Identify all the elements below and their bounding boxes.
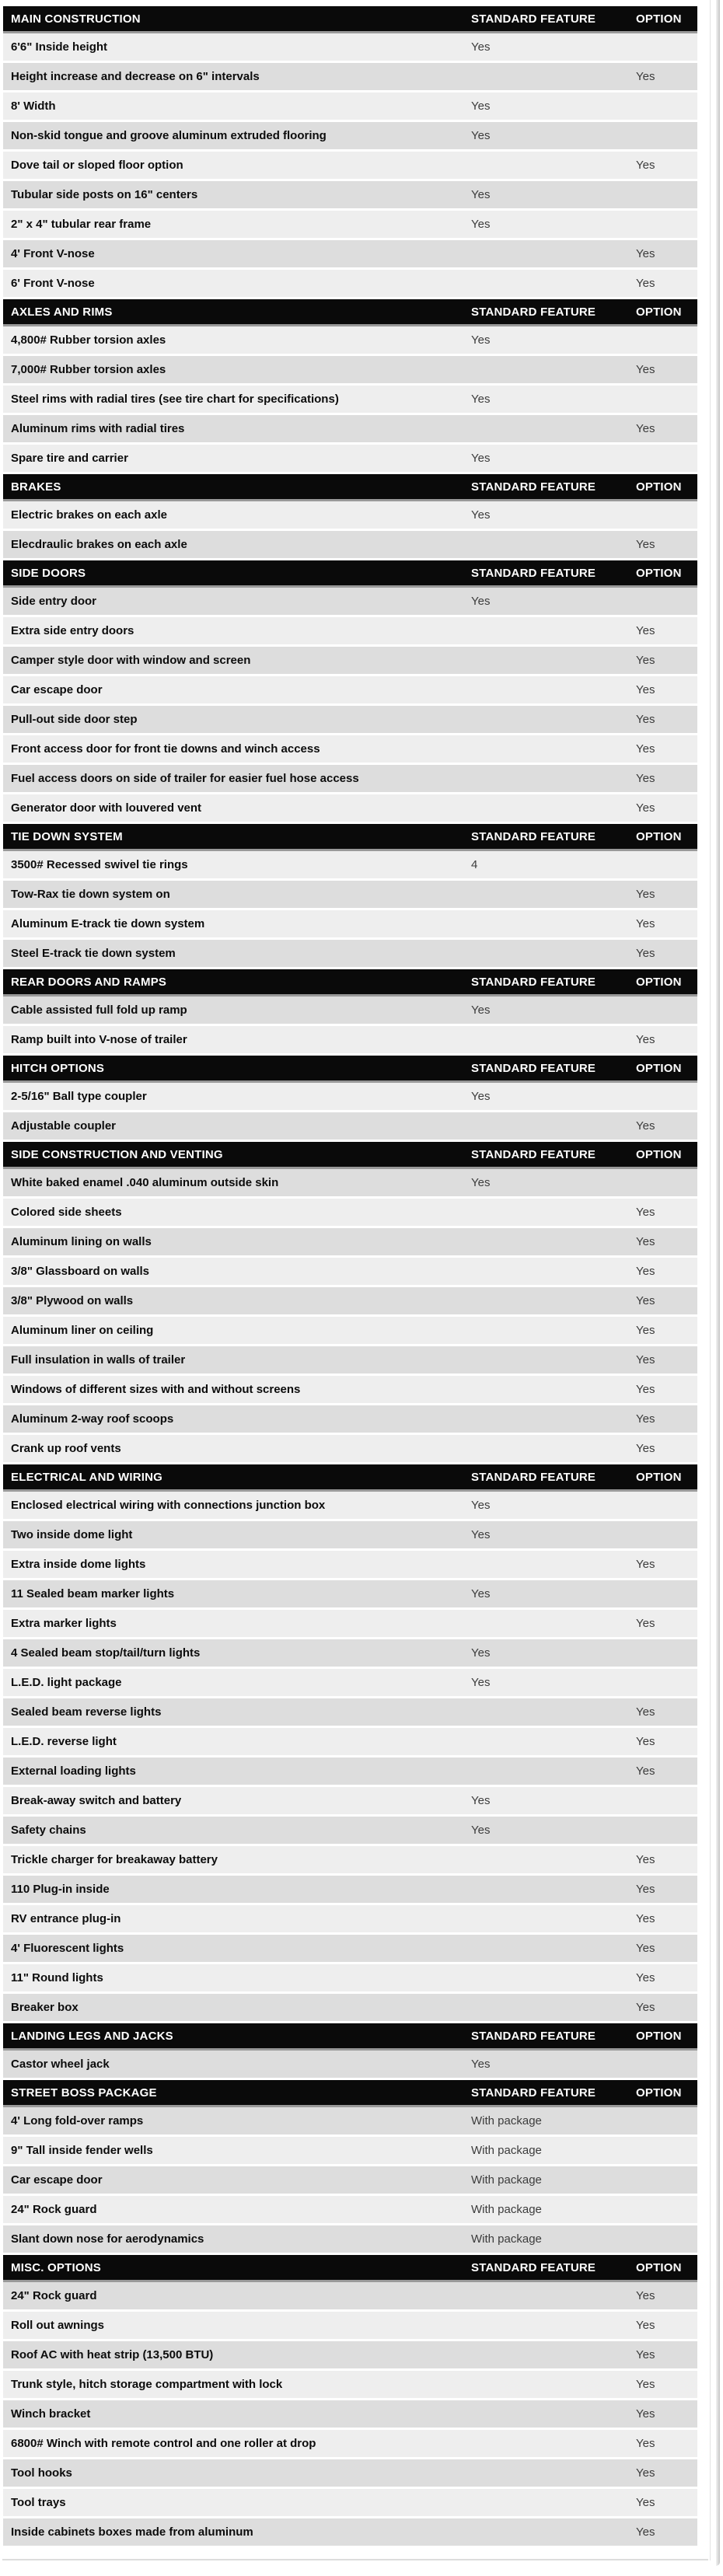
- feature-row: [3, 910, 697, 940]
- feature-row: [3, 2400, 697, 2430]
- feature-row: [3, 1317, 697, 1346]
- feature-label: Aluminum rims with radial tires: [11, 422, 185, 435]
- standard-feature-column-header: STANDARD FEATURE: [471, 1061, 596, 1075]
- feature-row: [3, 765, 697, 794]
- option-value: Yes: [636, 772, 655, 785]
- feature-row: [3, 1376, 697, 1405]
- feature-row: [3, 1787, 697, 1817]
- feature-row: [3, 1199, 697, 1228]
- bottom-divider: [2, 2559, 708, 2560]
- standard-value: With package: [471, 2203, 542, 2216]
- feature-row: [3, 33, 697, 63]
- option-value: Yes: [636, 1705, 655, 1719]
- section-title: SIDE DOORS: [11, 566, 86, 580]
- feature-row: [3, 326, 697, 356]
- feature-label: Tow-Rax tie down system on: [11, 888, 170, 901]
- option-value: Yes: [636, 1412, 655, 1426]
- feature-label: Ramp built into V-nose of trailer: [11, 1033, 187, 1046]
- standard-value: Yes: [471, 129, 491, 142]
- option-value: Yes: [636, 1942, 655, 1955]
- standard-value: Yes: [471, 1499, 491, 1512]
- feature-row: [3, 211, 697, 240]
- option-value: Yes: [636, 742, 655, 756]
- feature-label: Tubular side posts on 16" centers: [11, 188, 198, 201]
- option-value: Yes: [636, 2407, 655, 2421]
- option-value: Yes: [636, 713, 655, 726]
- feature-row: [3, 1935, 697, 1964]
- feature-label: Car escape door: [11, 683, 103, 696]
- feature-label: Fuel access doors on side of trailer for easier fuel hose access: [11, 772, 359, 785]
- feature-label: Enclosed electrical wiring with connections junction box: [11, 1499, 326, 1512]
- feature-label: 2-5/16" Ball type coupler: [11, 1090, 147, 1103]
- feature-label: Colored side sheets: [11, 1206, 122, 1219]
- feature-label: Roll out awnings: [11, 2319, 104, 2332]
- feature-row: [3, 152, 697, 181]
- option-value: Yes: [636, 363, 655, 376]
- feature-row: [3, 1580, 697, 1610]
- feature-row: [3, 1846, 697, 1876]
- feature-row: [3, 92, 697, 122]
- feature-label: 4 Sealed beam stop/tail/turn lights: [11, 1646, 201, 1660]
- feature-row: [3, 1169, 697, 1199]
- feature-label: Steel rims with radial tires (see tire chart for specifications): [11, 393, 339, 406]
- feature-label: Breaker box: [11, 2001, 79, 2014]
- feature-row: [3, 2137, 697, 2166]
- card-right-edge: [716, 0, 720, 2566]
- section-header: [3, 6, 697, 33]
- option-value: Yes: [636, 2001, 655, 2014]
- option-value: Yes: [636, 422, 655, 435]
- section-title: HITCH OPTIONS: [11, 1061, 105, 1075]
- option-value: Yes: [636, 624, 655, 637]
- feature-row: [3, 1026, 697, 1056]
- feature-row: [3, 2166, 697, 2196]
- feature-label: Extra inside dome lights: [11, 1558, 146, 1571]
- option-value: Yes: [636, 1033, 655, 1046]
- option-value: Yes: [636, 917, 655, 930]
- feature-label: Slant down nose for aerodynamics: [11, 2232, 204, 2246]
- feature-row: [3, 1287, 697, 1317]
- standard-value: Yes: [471, 595, 491, 608]
- feature-row: [3, 1610, 697, 1639]
- feature-label: Elecdraulic brakes on each axle: [11, 538, 187, 551]
- option-value: Yes: [636, 801, 655, 815]
- feature-label: Dove tail or sloped floor option: [11, 159, 183, 172]
- standard-value: Yes: [471, 99, 491, 113]
- option-value: Yes: [636, 2466, 655, 2480]
- feature-row: [3, 501, 697, 531]
- feature-row: [3, 2341, 697, 2371]
- feature-label: Extra marker lights: [11, 1617, 117, 1630]
- feature-row: [3, 1492, 697, 1521]
- feature-label: Winch bracket: [11, 2407, 91, 2421]
- standard-feature-column-header: STANDARD FEATURE: [471, 12, 596, 26]
- feature-row: [3, 647, 697, 676]
- standard-value: Yes: [471, 1794, 491, 1807]
- standard-value: Yes: [471, 1587, 491, 1600]
- feature-row: [3, 676, 697, 706]
- standard-value: Yes: [471, 188, 491, 201]
- feature-row: [3, 2518, 697, 2548]
- feature-label: Non-skid tongue and groove aluminum extruded flooring: [11, 129, 327, 142]
- feature-row: [3, 617, 697, 647]
- option-value: Yes: [636, 683, 655, 696]
- feature-row: [3, 588, 697, 617]
- feature-row: [3, 1964, 697, 1994]
- standard-feature-column-header: STANDARD FEATURE: [471, 2029, 596, 2043]
- feature-row: [3, 851, 697, 881]
- feature-row: [3, 356, 697, 386]
- feature-row: [3, 1405, 697, 1435]
- feature-label: Camper style door with window and screen: [11, 654, 251, 667]
- option-value: Yes: [636, 1294, 655, 1307]
- option-value: Yes: [636, 947, 655, 960]
- option-value: Yes: [636, 538, 655, 551]
- section-header: [3, 1056, 697, 1083]
- standard-value: Yes: [471, 1824, 491, 1837]
- section-header: [3, 1464, 697, 1492]
- feature-label: L.E.D. light package: [11, 1676, 122, 1689]
- feature-label: Pull-out side door step: [11, 713, 138, 726]
- option-value: Yes: [636, 1206, 655, 1219]
- option-value: Yes: [636, 888, 655, 901]
- feature-label: Safety chains: [11, 1824, 86, 1837]
- standard-value: Yes: [471, 2058, 491, 2071]
- option-column-header: OPTION: [636, 1147, 682, 1161]
- option-value: Yes: [636, 1764, 655, 1778]
- feature-row: [3, 531, 697, 560]
- feature-label: Crank up roof vents: [11, 1442, 121, 1455]
- standard-value: Yes: [471, 40, 491, 54]
- feature-row: [3, 1083, 697, 1112]
- feature-label: 11 Sealed beam marker lights: [11, 1587, 175, 1600]
- feature-label: Cable assisted full fold up ramp: [11, 1004, 187, 1017]
- feature-row: [3, 122, 697, 152]
- standard-value: Yes: [471, 393, 491, 406]
- feature-label: White baked enamel .040 aluminum outside skin: [11, 1176, 279, 1189]
- standard-value: Yes: [471, 1528, 491, 1541]
- section-header: [3, 560, 697, 588]
- feature-label: Roof AC with heat strip (13,500 BTU): [11, 2348, 214, 2361]
- option-value: Yes: [636, 1442, 655, 1455]
- feature-label: Front access door for front tie downs and winch access: [11, 742, 320, 756]
- feature-row: [3, 415, 697, 445]
- standard-feature-column-header: STANDARD FEATURE: [471, 566, 596, 580]
- feature-row: [3, 2371, 697, 2400]
- feature-label: Sealed beam reverse lights: [11, 1705, 162, 1719]
- standard-feature-column-header: STANDARD FEATURE: [471, 1147, 596, 1161]
- option-column-header: OPTION: [636, 480, 682, 494]
- feature-label: 4' Front V-nose: [11, 247, 95, 260]
- feature-row: [3, 2312, 697, 2341]
- feature-label: 110 Plug-in inside: [11, 1883, 110, 1896]
- feature-label: 3500# Recessed swivel tie rings: [11, 858, 188, 871]
- feature-label: 9" Tall inside fender wells: [11, 2144, 153, 2157]
- feature-row: [3, 2489, 697, 2518]
- feature-label: Tool trays: [11, 2496, 66, 2509]
- option-value: Yes: [636, 1912, 655, 1925]
- feature-row: [3, 706, 697, 735]
- feature-label: Generator door with louvered vent: [11, 801, 202, 815]
- feature-label: Extra side entry doors: [11, 624, 134, 637]
- feature-label: Electric brakes on each axle: [11, 508, 167, 522]
- feature-label: 11" Round lights: [11, 1971, 103, 1984]
- feature-label: L.E.D. reverse light: [11, 1735, 117, 1748]
- feature-label: Aluminum liner on ceiling: [11, 1324, 154, 1337]
- feature-row: [3, 1757, 697, 1787]
- feature-row: [3, 1669, 697, 1698]
- feature-row: [3, 1817, 697, 1846]
- standard-value: Yes: [471, 1176, 491, 1189]
- option-value: Yes: [636, 2289, 655, 2302]
- feature-label: 3/8" Plywood on walls: [11, 1294, 134, 1307]
- feature-row: [3, 445, 697, 474]
- standard-feature-column-header: STANDARD FEATURE: [471, 829, 596, 843]
- feature-row: [3, 940, 697, 969]
- section-title: MISC. OPTIONS: [11, 2260, 101, 2274]
- feature-row: [3, 735, 697, 765]
- feature-label: Adjustable coupler: [11, 1119, 117, 1133]
- feature-label: 4' Long fold-over ramps: [11, 2114, 144, 2127]
- feature-label: Aluminum E-track tie down system: [11, 917, 205, 930]
- option-column-header: OPTION: [636, 12, 682, 26]
- feature-row: [3, 1521, 697, 1551]
- feature-label: Full insulation in walls of trailer: [11, 1353, 186, 1367]
- feature-row: [3, 240, 697, 270]
- section-header: [3, 1142, 697, 1169]
- feature-row: [3, 1876, 697, 1905]
- spec-table: [3, 6, 697, 2548]
- section-title: ELECTRICAL AND WIRING: [11, 1470, 163, 1484]
- feature-row: [3, 1905, 697, 1935]
- option-column-header: OPTION: [636, 975, 682, 989]
- option-value: Yes: [636, 1383, 655, 1396]
- scrollbar-track-line: [710, 0, 711, 2560]
- option-column-header: OPTION: [636, 2260, 682, 2274]
- standard-feature-column-header: STANDARD FEATURE: [471, 2086, 596, 2100]
- section-title: TIE DOWN SYSTEM: [11, 829, 123, 843]
- option-column-header: OPTION: [636, 2029, 682, 2043]
- section-title: AXLES AND RIMS: [11, 305, 113, 319]
- option-value: Yes: [636, 1735, 655, 1748]
- section-header: [3, 824, 697, 851]
- feature-label: 24" Rock guard: [11, 2203, 97, 2216]
- feature-label: Tool hooks: [11, 2466, 72, 2480]
- feature-label: Break-away switch and battery: [11, 1794, 182, 1807]
- feature-row: [3, 386, 697, 415]
- feature-label: Steel E-track tie down system: [11, 947, 176, 960]
- option-column-header: OPTION: [636, 829, 682, 843]
- option-value: Yes: [636, 2437, 655, 2450]
- feature-label: 6' Front V-nose: [11, 277, 95, 290]
- option-value: Yes: [636, 2348, 655, 2361]
- option-column-header: OPTION: [636, 2086, 682, 2100]
- section-title: LANDING LEGS AND JACKS: [11, 2029, 173, 2043]
- standard-value: Yes: [471, 1090, 491, 1103]
- feature-label: 6'6" Inside height: [11, 40, 108, 54]
- section-title: REAR DOORS AND RAMPS: [11, 975, 167, 989]
- option-column-header: OPTION: [636, 1061, 682, 1075]
- feature-label: Height increase and decrease on 6" intervals: [11, 70, 260, 83]
- option-value: Yes: [636, 70, 655, 83]
- feature-row: [3, 2196, 697, 2225]
- standard-value: With package: [471, 2144, 542, 2157]
- feature-label: 24" Rock guard: [11, 2289, 97, 2302]
- feature-row: [3, 2282, 697, 2312]
- section-title: SIDE CONSTRUCTION AND VENTING: [11, 1147, 223, 1161]
- standard-value: Yes: [471, 1676, 491, 1689]
- feature-row: [3, 1551, 697, 1580]
- standard-value: With package: [471, 2232, 542, 2246]
- feature-row: [3, 2051, 697, 2080]
- feature-row: [3, 2430, 697, 2459]
- section-title: MAIN CONSTRUCTION: [11, 12, 141, 26]
- feature-label: Side entry door: [11, 595, 97, 608]
- option-column-header: OPTION: [636, 305, 682, 319]
- standard-feature-column-header: STANDARD FEATURE: [471, 975, 596, 989]
- option-value: Yes: [636, 1324, 655, 1337]
- option-value: Yes: [636, 277, 655, 290]
- feature-row: [3, 1435, 697, 1464]
- option-value: Yes: [636, 1853, 655, 1866]
- section-header: [3, 2023, 697, 2051]
- feature-label: Trickle charger for breakaway battery: [11, 1853, 218, 1866]
- feature-row: [3, 794, 697, 824]
- option-value: Yes: [636, 2525, 655, 2539]
- feature-label: Two inside dome light: [11, 1528, 133, 1541]
- option-value: Yes: [636, 159, 655, 172]
- feature-label: 3/8" Glassboard on walls: [11, 1265, 150, 1278]
- feature-label: 6800# Winch with remote control and one roller at drop: [11, 2437, 316, 2450]
- option-value: Yes: [636, 1119, 655, 1133]
- option-value: Yes: [636, 1235, 655, 1248]
- section-title: STREET BOSS PACKAGE: [11, 2086, 157, 2100]
- feature-label: Windows of different sizes with and without screens: [11, 1383, 301, 1396]
- standard-feature-column-header: STANDARD FEATURE: [471, 1470, 596, 1484]
- section-header: [3, 299, 697, 326]
- standard-value: Yes: [471, 508, 491, 522]
- feature-row: [3, 1228, 697, 1258]
- feature-row: [3, 1112, 697, 1142]
- option-column-header: OPTION: [636, 1470, 682, 1484]
- option-value: Yes: [636, 1265, 655, 1278]
- feature-label: Aluminum lining on walls: [11, 1235, 152, 1248]
- feature-label: 7,000# Rubber torsion axles: [11, 363, 166, 376]
- feature-label: Castor wheel jack: [11, 2058, 110, 2071]
- feature-row: [3, 2459, 697, 2489]
- option-column-header: OPTION: [636, 566, 682, 580]
- standard-value: 4: [471, 858, 478, 871]
- option-value: Yes: [636, 1617, 655, 1630]
- feature-label: Trunk style, hitch storage compartment with lock: [11, 2378, 283, 2391]
- option-value: Yes: [636, 2496, 655, 2509]
- option-value: Yes: [636, 2319, 655, 2332]
- option-value: Yes: [636, 654, 655, 667]
- option-value: Yes: [636, 2378, 655, 2391]
- feature-label: 2" x 4" tubular rear frame: [11, 218, 152, 231]
- feature-row: [3, 1258, 697, 1287]
- standard-feature-column-header: STANDARD FEATURE: [471, 305, 596, 319]
- standard-value: Yes: [471, 333, 491, 347]
- feature-row: [3, 63, 697, 92]
- feature-row: [3, 1994, 697, 2023]
- feature-row: [3, 270, 697, 299]
- standard-value: Yes: [471, 1004, 491, 1017]
- standard-value: Yes: [471, 1646, 491, 1660]
- feature-label: Car escape door: [11, 2173, 103, 2187]
- feature-row: [3, 1639, 697, 1669]
- section-header: [3, 474, 697, 501]
- standard-value: Yes: [471, 218, 491, 231]
- feature-row: [3, 1698, 697, 1728]
- feature-row: [3, 1346, 697, 1376]
- feature-row: [3, 1728, 697, 1757]
- feature-row: [3, 181, 697, 211]
- feature-label: Aluminum 2-way roof scoops: [11, 1412, 174, 1426]
- option-value: Yes: [636, 1971, 655, 1984]
- feature-label: 8' Width: [11, 99, 56, 113]
- section-header: [3, 2080, 697, 2107]
- feature-label: RV entrance plug-in: [11, 1912, 121, 1925]
- feature-row: [3, 997, 697, 1026]
- option-value: Yes: [636, 1558, 655, 1571]
- feature-row: [3, 2225, 697, 2255]
- feature-label: 4,800# Rubber torsion axles: [11, 333, 166, 347]
- section-header: [3, 969, 697, 997]
- feature-row: [3, 881, 697, 910]
- standard-value: With package: [471, 2114, 542, 2127]
- option-value: Yes: [636, 1883, 655, 1896]
- option-value: Yes: [636, 1353, 655, 1367]
- feature-label: Inside cabinets boxes made from aluminum: [11, 2525, 253, 2539]
- standard-feature-column-header: STANDARD FEATURE: [471, 2260, 596, 2274]
- section-title: BRAKES: [11, 480, 61, 494]
- feature-label: 4' Fluorescent lights: [11, 1942, 124, 1955]
- standard-value: With package: [471, 2173, 542, 2187]
- feature-row: [3, 2107, 697, 2137]
- option-value: Yes: [636, 247, 655, 260]
- standard-feature-column-header: STANDARD FEATURE: [471, 480, 596, 494]
- standard-value: Yes: [471, 452, 491, 465]
- feature-label: External loading lights: [11, 1764, 136, 1778]
- section-header: [3, 2255, 697, 2282]
- feature-label: Spare tire and carrier: [11, 452, 128, 465]
